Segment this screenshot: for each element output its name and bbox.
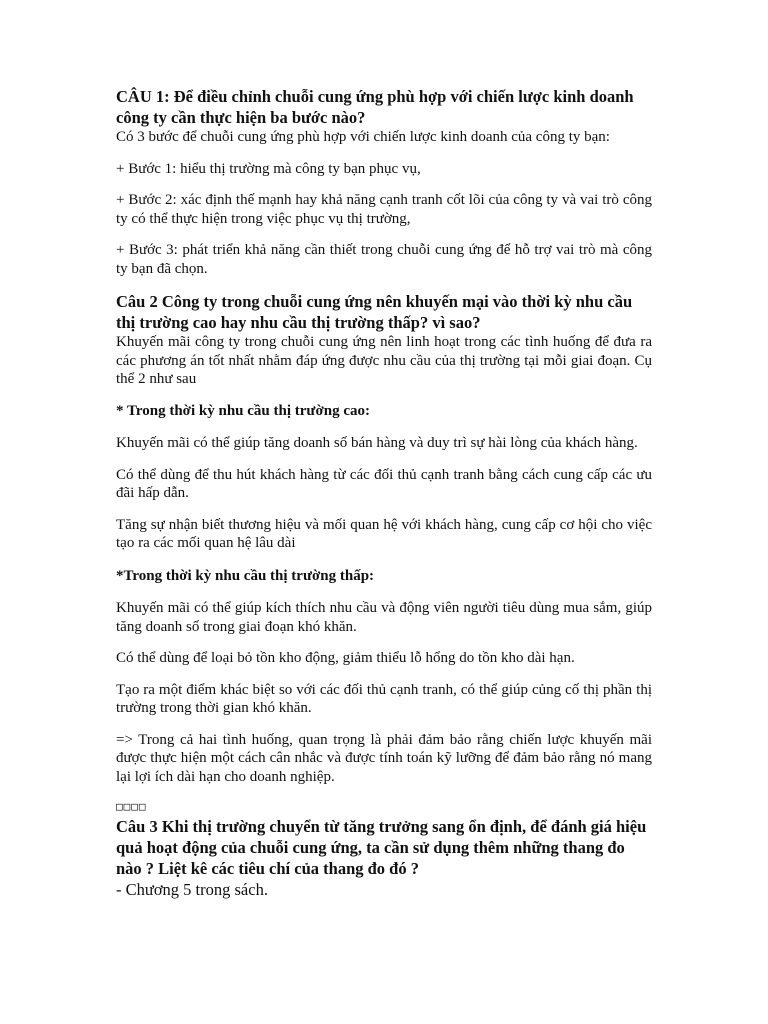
question-3-heading: Câu 3 Khi thị trường chuyển từ tăng trưởng sang ổn định, để đánh giá hiệu quả hoạt động của chuỗi cung ứng, ta cần sử dụng thêm những thang đo nào ? Liệt kê các tiêu chí của thang đo đó ? bbox=[116, 817, 647, 878]
question-2-intro: Khuyến mãi công ty trong chuỗi cung ứng nên linh hoạt trong các tình huống để đưa ra các phương án tốt nhất nhằm đáp ứng được nhu cầu của thị trường tại mỗi giai đoạn. Cụ thể 2 như sau bbox=[116, 334, 652, 387]
low-demand-title: *Trong thời kỳ nhu cầu thị trường thấp: bbox=[116, 567, 375, 584]
high-demand-point-2: Có thể dùng để thu hút khách hàng từ các đối thủ cạnh tranh bằng cách cung cấp các ưu đãi hấp dẫn. bbox=[116, 466, 652, 501]
question-2-heading: Câu 2 Công ty trong chuỗi cung ứng nên khuyến mại vào thời kỳ nhu cầu thị trường cao hay nhu cầu thị trường thấp? vì sao? bbox=[116, 292, 633, 332]
low-demand-point-1: Khuyến mãi có thể giúp kích thích nhu cầu và động viên người tiêu dùng mua sắm, giúp tăng doanh số trong giai đoạn khó khăn. bbox=[116, 600, 652, 635]
document-page bbox=[116, 86, 652, 900]
high-demand-point-1: Khuyến mãi có thể giúp tăng doanh số bán hàng và duy trì sự hài lòng của khách hàng. bbox=[116, 435, 638, 451]
question-2-conclusion: => Trong cả hai tình huống, quan trọng là phải đảm bảo rằng chiến lược khuyến mãi được thực hiện một cách cân nhắc và được tính toán kỹ lưỡng để đảm bảo rằng nó mang lại lợi ích dài hạn cho doanh nghiệp. bbox=[116, 731, 652, 785]
low-demand-point-3: Tạo ra một điểm khác biệt so với các đối thủ cạnh tranh, có thể giúp củng cố thị phần thị trường trong thời gian khó khăn. bbox=[116, 681, 652, 716]
question-1-heading: CÂU 1: Để điều chỉnh chuỗi cung ứng phù hợp với chiến lược kinh doanh công ty cần thực hiện ba bước nào? bbox=[116, 87, 634, 127]
missing-glyph-boxes: □□□□ bbox=[116, 800, 147, 813]
question-3-answer: - Chương 5 trong sách. bbox=[116, 880, 268, 899]
high-demand-title: * Trong thời kỳ nhu cầu thị trường cao: bbox=[116, 402, 370, 419]
high-demand-point-3: Tăng sự nhận biết thương hiệu và mối quan hệ với khách hàng, cung cấp cơ hội cho việc tạo ra các mối quan hệ lâu dài bbox=[116, 516, 652, 551]
question-1-step-1: + Bước 1: hiểu thị trường mà công ty bạn phục vụ, bbox=[116, 160, 421, 177]
low-demand-point-2: Có thể dùng để loại bỏ tồn kho động, giảm thiểu lỗ hổng do tồn kho dài hạn. bbox=[116, 650, 575, 666]
question-1-step-2: + Bước 2: xác định thế mạnh hay khả năng cạnh tranh cốt lõi của công ty và vai trò công ty có thể thực hiện trong việc phục vụ thị trường, bbox=[116, 192, 652, 227]
question-1-intro: Có 3 bước để chuỗi cung ứng phù hợp với chiến lược kinh doanh của công ty bạn: bbox=[116, 129, 610, 145]
question-1-step-3: + Bước 3: phát triển khả năng cần thiết trong chuỗi cung ứng để hỗ trợ vai trò mà công ty bạn đã chọn. bbox=[116, 242, 652, 277]
